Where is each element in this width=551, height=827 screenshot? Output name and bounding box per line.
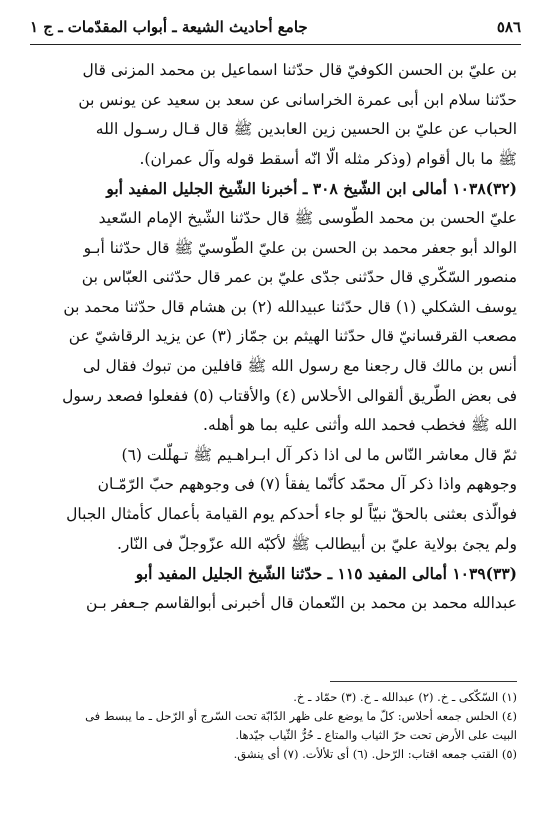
text-line: ﷺ ما بال أقوام (وذكر مثله الّا انّه أسقط قوله وآل عمران).: [139, 149, 517, 168]
text-line: الله ﷺ فخطب فحمد الله وأثنى عليه بما هو أهله.: [203, 416, 517, 435]
hadith-heading-line: (٣٣)١٠٣٩ أمالى المفيد ١١٥ ـ حدّثنا الشّيخ الجليل المفيد أبو: [135, 564, 517, 584]
text-line: عبدالله محمد بن محمد بن النّعمان قال أخبرنى أبوالقاسم جـعفر بـن: [85, 593, 517, 612]
running-title: جامع أحاديث الشيعة ـ أبواب المقدّمات ـ ج ١: [30, 18, 308, 36]
main-text: [34, 56, 517, 618]
header-divider: [30, 44, 521, 45]
text-line: فوالّذى بعثنى بالحقّ نبيّاً لو جاء أحدكم يوم القيامة بأعمال كأمثال الجبال: [66, 504, 517, 523]
footnotes: [34, 688, 517, 764]
footnote-line: البيت على الأرض تحت حرّ الثياب والمتاع ـ حُرُّ الثّياب جيّدها.: [235, 728, 517, 742]
footnote-line: (٥) القتب جمعه اقتاب: الرّحل. (٦) أى تلألأت. (٧) أى ينشق.: [233, 747, 517, 761]
text-line: وجوههم واذا ذكر آل محمّد كأنّما يفقأ (٧) فى وجوههم حبّ الرّمّـان: [97, 475, 517, 494]
text-line: فى بعض الطّريق ألقوالى الأحلاس (٤) والأقتاب (٥) ففعلوا فصعد رسول: [62, 386, 517, 405]
text-line: ولم يجئ بولاية عليّ بن أبيطالب ﷺ لأكبّه الله عزّوجلّ فى النّار.: [116, 534, 517, 553]
page-header: [30, 18, 521, 42]
text-line: مصعب القرقسانيّ قال حدّثنا الهيثم بن جمّاز (٣) عن يزيد الرقاشيّ عن: [68, 327, 517, 346]
footnote-line: (٤) الحلس جمعه أحلاس: كلّ ما يوضع على ظهر الدّابّة تحت السّرج أو الرّحل ـ ما يبسط فى: [85, 709, 517, 723]
text-line: الحباب عن عليّ بن الحسين زين العابدين ﷺ قال قـال رسـول الله: [95, 120, 517, 139]
text-line: حدّثنا سلام ابن أبى عمرة الخراسانى عن سعد بن سعيد عن يونس بن: [78, 90, 517, 109]
text-line: عليّ الحسن بن محمد الطّوسى ﷺ قال حدّثنا الشّيخ الإمام السّعيد: [98, 208, 517, 227]
text-line: أنس بن مالك قال رجعنا مع رسول الله ﷺ قافلين من تبوك فقال لى: [82, 356, 517, 375]
text-line: يوسف الشكلي (١) قال حدّثنا عبيدالله (٢) بن هشام قال حدّثنا محمد بن: [63, 297, 517, 316]
text-line: الوالد أبو جعفر محمد بن الحسن بن عليّ الطّوسيّ ﷺ قال حدّثنا أبـو: [83, 238, 517, 257]
text-line: بن عليّ بن الحسن الكوفيّ قال حدّثنا اسماعيل بن محمد المزنى قال: [82, 61, 517, 79]
hadith-heading-line: (٣٢)١٠٣٨ أمالى ابن الشّيخ ٣٠٨ ـ أخبرنا الشّيخ الجليل المفيد أبو: [106, 179, 517, 199]
page-number: ٥٨٦: [496, 18, 521, 36]
text-line: منصور السّكّري قال حدّثنى جدّى عليّ بن عمر قال حدّثنى العبّاس بن: [81, 268, 517, 287]
footnote-divider: [330, 681, 517, 682]
text-line: ثمّ قال معاشر النّاس ما لى اذا ذكر آل ابـراهـيم ﷺ تـهلّلت (٦): [121, 445, 517, 464]
footnote-line: (١) السّكّكى ـ خ. (٢) عبدالله ـ خ. (٣) حمّاد ـ خ.: [293, 690, 517, 704]
